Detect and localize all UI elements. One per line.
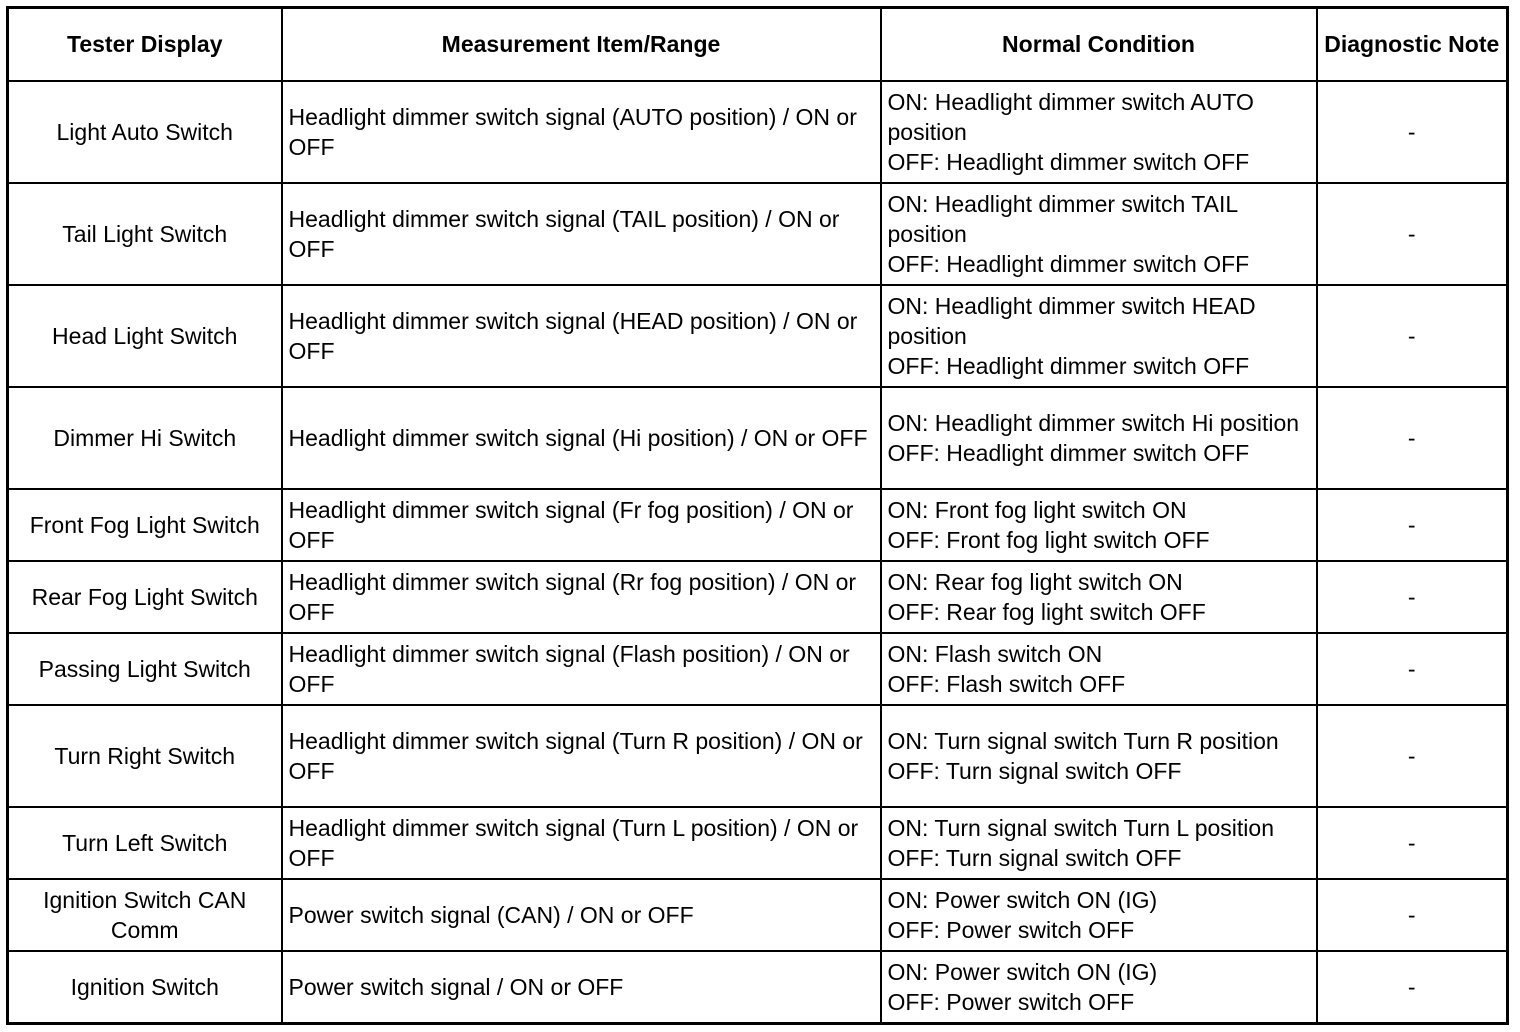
diagnostic-note-cell: - [1317, 81, 1508, 183]
header-tester-display: Tester Display [8, 8, 282, 81]
normal-on-text: ON: Turn signal switch Turn R position [887, 728, 1279, 755]
tester-display-cell: Dimmer Hi Switch [8, 387, 282, 489]
tester-display-cell: Light Auto Switch [8, 81, 282, 183]
normal-on-text: ON: Turn signal switch Turn L position [887, 815, 1274, 842]
normal-condition-cell [881, 951, 1317, 1023]
diagnostic-note-cell: - [1317, 183, 1508, 285]
diagnostic-note-cell: - [1317, 879, 1508, 951]
tester-display-cell: Ignition Switch [8, 951, 282, 1023]
measurement-cell: Power switch signal (CAN) / ON or OFF [282, 879, 881, 951]
measurement-cell: Headlight dimmer switch signal (HEAD position) / ON or OFF [282, 285, 881, 387]
normal-on-text: ON: Front fog light switch ON [887, 496, 1187, 523]
diagnostic-note-cell: - [1317, 489, 1508, 561]
diagnostic-data-table [6, 6, 1509, 1025]
measurement-cell: Power switch signal / ON or OFF [282, 951, 881, 1023]
normal-condition-cell [881, 183, 1317, 285]
table-row [8, 489, 1508, 561]
diagnostic-note-cell: - [1317, 705, 1508, 807]
normal-on-text: ON: Headlight dimmer switch HEAD position [887, 292, 1256, 349]
normal-off-text: OFF: Front fog light switch OFF [887, 526, 1210, 553]
table-row [8, 285, 1508, 387]
normal-on-text: ON: Flash switch ON [887, 641, 1103, 668]
normal-condition-cell [881, 705, 1317, 807]
measurement-cell: Headlight dimmer switch signal (Rr fog position) / ON or OFF [282, 561, 881, 633]
measurement-cell: Headlight dimmer switch signal (Fr fog position) / ON or OFF [282, 489, 881, 561]
normal-condition-cell [881, 81, 1317, 183]
tester-display-cell: Head Light Switch [8, 285, 282, 387]
normal-condition-cell [881, 633, 1317, 705]
normal-on-text: ON: Rear fog light switch ON [887, 568, 1183, 595]
tester-display-cell: Rear Fog Light Switch [8, 561, 282, 633]
table-row [8, 81, 1508, 183]
table-row [8, 183, 1508, 285]
diagnostic-note-cell: - [1317, 285, 1508, 387]
table-row [8, 387, 1508, 489]
diagnostic-note-cell: - [1317, 951, 1508, 1023]
normal-off-text: OFF: Headlight dimmer switch OFF [887, 148, 1250, 175]
table-header-row [8, 8, 1508, 81]
header-normal-condition: Normal Condition [881, 8, 1317, 81]
normal-off-text: OFF: Headlight dimmer switch OFF [887, 250, 1250, 277]
normal-off-text: OFF: Flash switch OFF [887, 671, 1126, 698]
normal-off-text: OFF: Power switch OFF [887, 917, 1135, 944]
measurement-cell: Headlight dimmer switch signal (Turn L position) / ON or OFF [282, 807, 881, 879]
normal-condition-cell [881, 561, 1317, 633]
normal-condition-cell [881, 285, 1317, 387]
header-diagnostic-note: Diagnostic Note [1317, 8, 1508, 81]
tester-display-cell: Ignition Switch CAN Comm [8, 879, 282, 951]
normal-off-text: OFF: Headlight dimmer switch OFF [887, 352, 1250, 379]
table-row [8, 951, 1508, 1023]
header-measurement-item-range: Measurement Item/Range [282, 8, 881, 81]
normal-condition-cell [881, 879, 1317, 951]
table-row [8, 633, 1508, 705]
normal-condition-cell [881, 807, 1317, 879]
normal-on-text: ON: Headlight dimmer switch Hi position [887, 409, 1300, 436]
tester-display-cell: Turn Right Switch [8, 705, 282, 807]
normal-off-text: OFF: Power switch OFF [887, 989, 1135, 1016]
measurement-cell: Headlight dimmer switch signal (Turn R position) / ON or OFF [282, 705, 881, 807]
normal-off-text: OFF: Headlight dimmer switch OFF [887, 439, 1250, 466]
normal-off-text: OFF: Turn signal switch OFF [887, 845, 1182, 872]
table-row [8, 807, 1508, 879]
diagnostic-note-cell: - [1317, 561, 1508, 633]
normal-condition-cell [881, 489, 1317, 561]
normal-on-text: ON: Power switch ON (IG) [887, 887, 1158, 914]
table-row [8, 561, 1508, 633]
measurement-cell: Headlight dimmer switch signal (Hi position) / ON or OFF [282, 387, 881, 489]
normal-off-text: OFF: Turn signal switch OFF [887, 758, 1182, 785]
table-row [8, 705, 1508, 807]
table-row [8, 879, 1508, 951]
diagnostic-note-cell: - [1317, 807, 1508, 879]
measurement-cell: Headlight dimmer switch signal (TAIL position) / ON or OFF [282, 183, 881, 285]
diagnostic-note-cell: - [1317, 387, 1508, 489]
measurement-cell: Headlight dimmer switch signal (Flash position) / ON or OFF [282, 633, 881, 705]
normal-off-text: OFF: Rear fog light switch OFF [887, 598, 1206, 625]
tester-display-cell: Turn Left Switch [8, 807, 282, 879]
measurement-cell: Headlight dimmer switch signal (AUTO position) / ON or OFF [282, 81, 881, 183]
normal-on-text: ON: Power switch ON (IG) [887, 959, 1158, 986]
normal-on-text: ON: Headlight dimmer switch TAIL position [887, 190, 1238, 247]
tester-display-cell: Passing Light Switch [8, 633, 282, 705]
normal-on-text: ON: Headlight dimmer switch AUTO position [887, 88, 1254, 145]
diagnostic-note-cell: - [1317, 633, 1508, 705]
tester-display-cell: Front Fog Light Switch [8, 489, 282, 561]
tester-display-cell: Tail Light Switch [8, 183, 282, 285]
normal-condition-cell [881, 387, 1317, 489]
